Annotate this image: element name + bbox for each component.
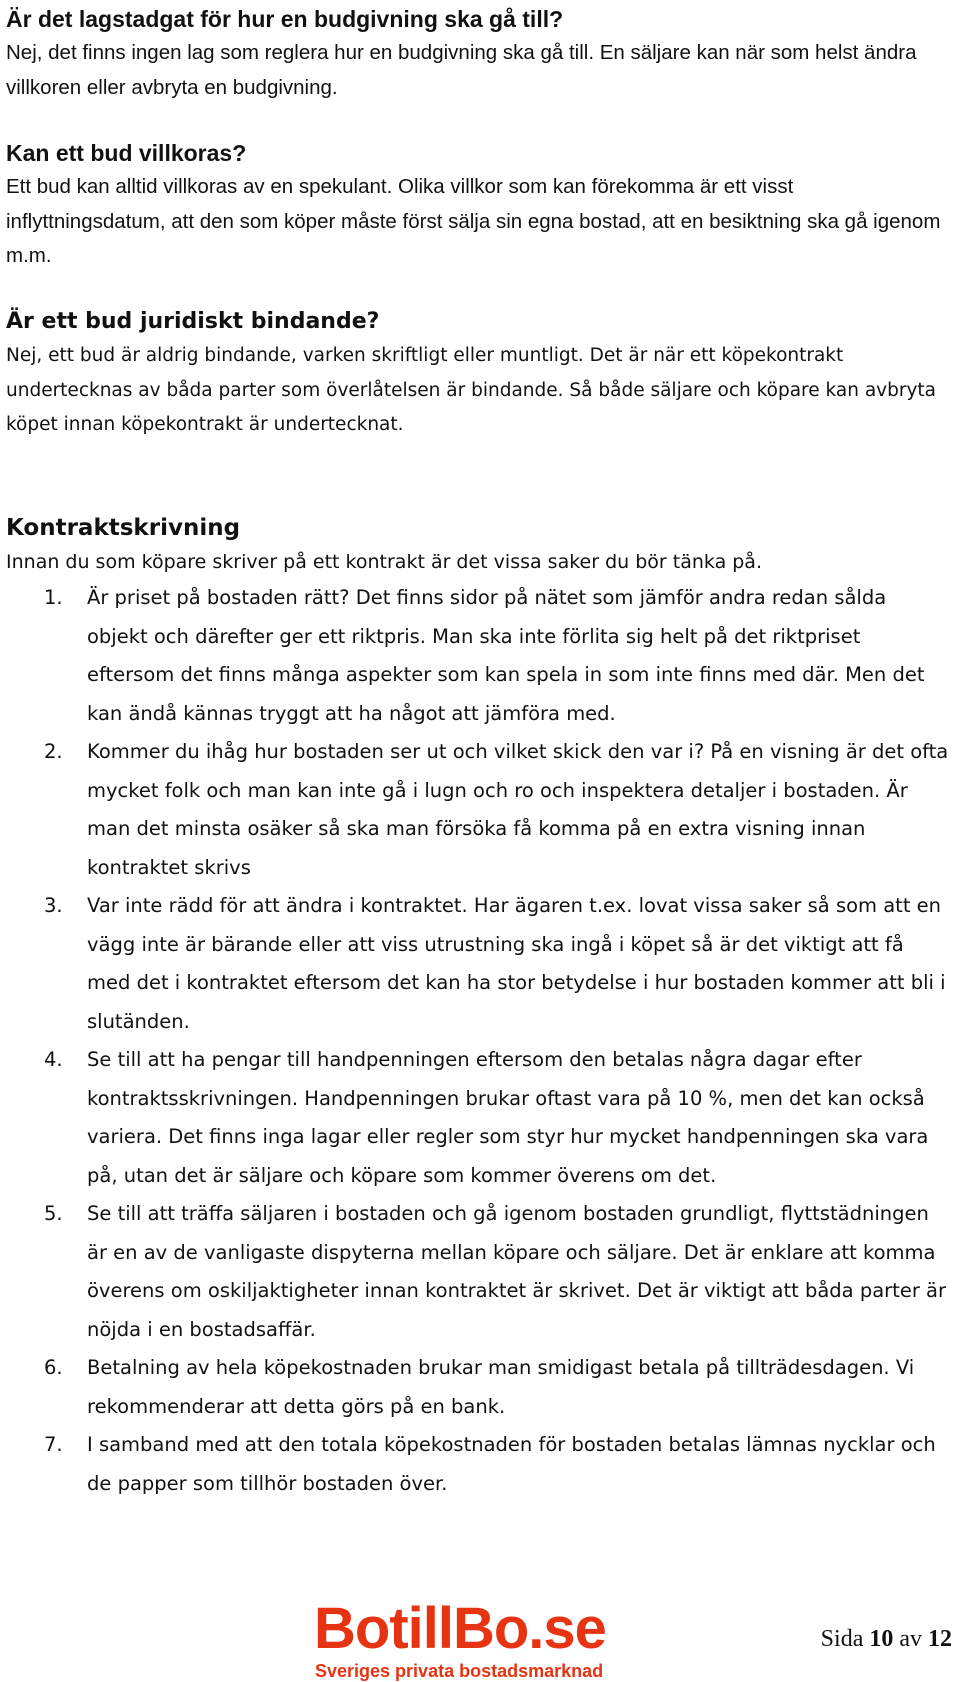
faq-answer: Nej, ett bud är aldrig bindande, varken skriftligt eller muntligt. Det är när ett köpekontrakt undertecknas av båda parter som överlåtelsen är bindande. Så både säljare och köpare kan avbryta köpet innan köpekontrakt är undertecknat. <box>6 345 937 435</box>
faq-question: Är ett bud juridiskt bindande? <box>6 309 380 334</box>
item-number: 3. <box>44 894 63 917</box>
section-intro: Innan du som köpare skriver på ett kontrakt är det vissa saker du bör tänka på. <box>6 551 762 573</box>
checklist-item <box>6 1195 950 1349</box>
checklist-item <box>6 1041 950 1195</box>
faq-villkor <box>6 136 950 274</box>
checklist <box>6 579 950 1503</box>
faq-question: Är det lagstadgat för hur en budgivning ska gå till? <box>6 6 564 32</box>
item-text: Betalning av hela köpekostnaden brukar man smidigast betala på tillträdesdagen. Vi rekommenderar att detta görs på en bank. <box>87 1356 915 1418</box>
brand-logo <box>314 1597 604 1682</box>
checklist-item <box>6 1426 950 1503</box>
item-number: 4. <box>44 1048 63 1071</box>
page-total: 12 <box>928 1626 952 1652</box>
item-number: 5. <box>44 1202 63 1225</box>
checklist-item <box>6 733 950 887</box>
item-number: 7. <box>44 1433 63 1456</box>
page-prefix: Sida <box>820 1626 864 1652</box>
logo-wordmark: BotillBo.se <box>314 1596 606 1661</box>
item-number: 6. <box>44 1356 63 1379</box>
checklist-item <box>6 1349 950 1426</box>
checklist-item <box>6 887 950 1041</box>
item-number: 1. <box>44 586 63 609</box>
item-text: Se till att ha pengar till handpenningen eftersom den betalas några dagar efter kontraktsskrivningen. Handpenningen brukar oftast vara på 10 %, men det kan också variera. Det finns inga lagar eller regler som styr hur mycket handpenningen ska vara på, utan det är säljare och köpare som kommer överens om det. <box>87 1048 929 1187</box>
page-separator: av <box>899 1626 922 1652</box>
faq-budgivning <box>6 2 950 105</box>
kontrakt-section <box>6 511 950 1503</box>
page-current: 10 <box>869 1626 894 1652</box>
item-text: Är priset på bostaden rätt? Det finns sidor på nätet som jämför andra redan sålda objekt och därefter ger ett riktpris. Man ska inte förlita sig helt på det riktpriset eftersom det finns många aspekter som kan spela in som inte finns med där. Men det kan ändå kännas tryggt att ha något att jämföra med. <box>87 586 925 725</box>
checklist-item <box>6 579 950 733</box>
section-heading: Kontraktskrivning <box>6 515 241 541</box>
item-text: Var inte rädd för att ändra i kontraktet. Har ägaren t.ex. lovat vissa saker så som att en vägg inte är bärande eller att viss utrustning ska ingå i köpet så är det viktigt att få med det i kontraktet eftersom det kan ha stor betydelse i hur bostaden kommer att bli i slutänden. <box>87 894 946 1033</box>
page-number <box>821 1624 952 1654</box>
item-number: 2. <box>44 740 63 763</box>
faq-bindande <box>6 305 950 443</box>
item-text: I samband med att den totala köpekostnaden för bostaden betalas lämnas nycklar och de papper som tillhör bostaden över. <box>87 1433 936 1495</box>
item-text: Kommer du ihåg hur bostaden ser ut och vilket skick den var i? På en visning är det ofta mycket folk och man kan inte gå i lugn och ro och inspektera detaljer i bostaden. Är man det minsta osäker så ska man försöka få komma på en extra visning innan kontraktet skrivs <box>87 740 949 879</box>
item-text: Se till att träffa säljaren i bostaden och gå igenom bostaden grundligt, flyttstädningen är en av de vanligaste dispyterna mellan köpare och säljare. Det är enklare att komma överens om oskiljaktigheter innan kontraktet är skrivet. Det är viktigt att båda parter är nöjda i en bostadsaffär. <box>87 1202 946 1341</box>
faq-answer: Ett bud kan alltid villkoras av en spekulant. Olika villkor som kan förekomma är ett visst inflyttningsdatum, att den som köper måste först sälja sin egna bostad, att en besiktning ska gå igenom m.m. <box>6 175 941 267</box>
faq-question: Kan ett bud villkoras? <box>6 140 247 166</box>
faq-answer: Nej, det finns ingen lag som reglera hur en budgivning ska gå till. En säljare kan när som helst ändra villkoren eller avbryta en budgivning. <box>6 41 917 99</box>
logo-tagline: Sveriges privata bostadsmarknad <box>315 1661 604 1681</box>
